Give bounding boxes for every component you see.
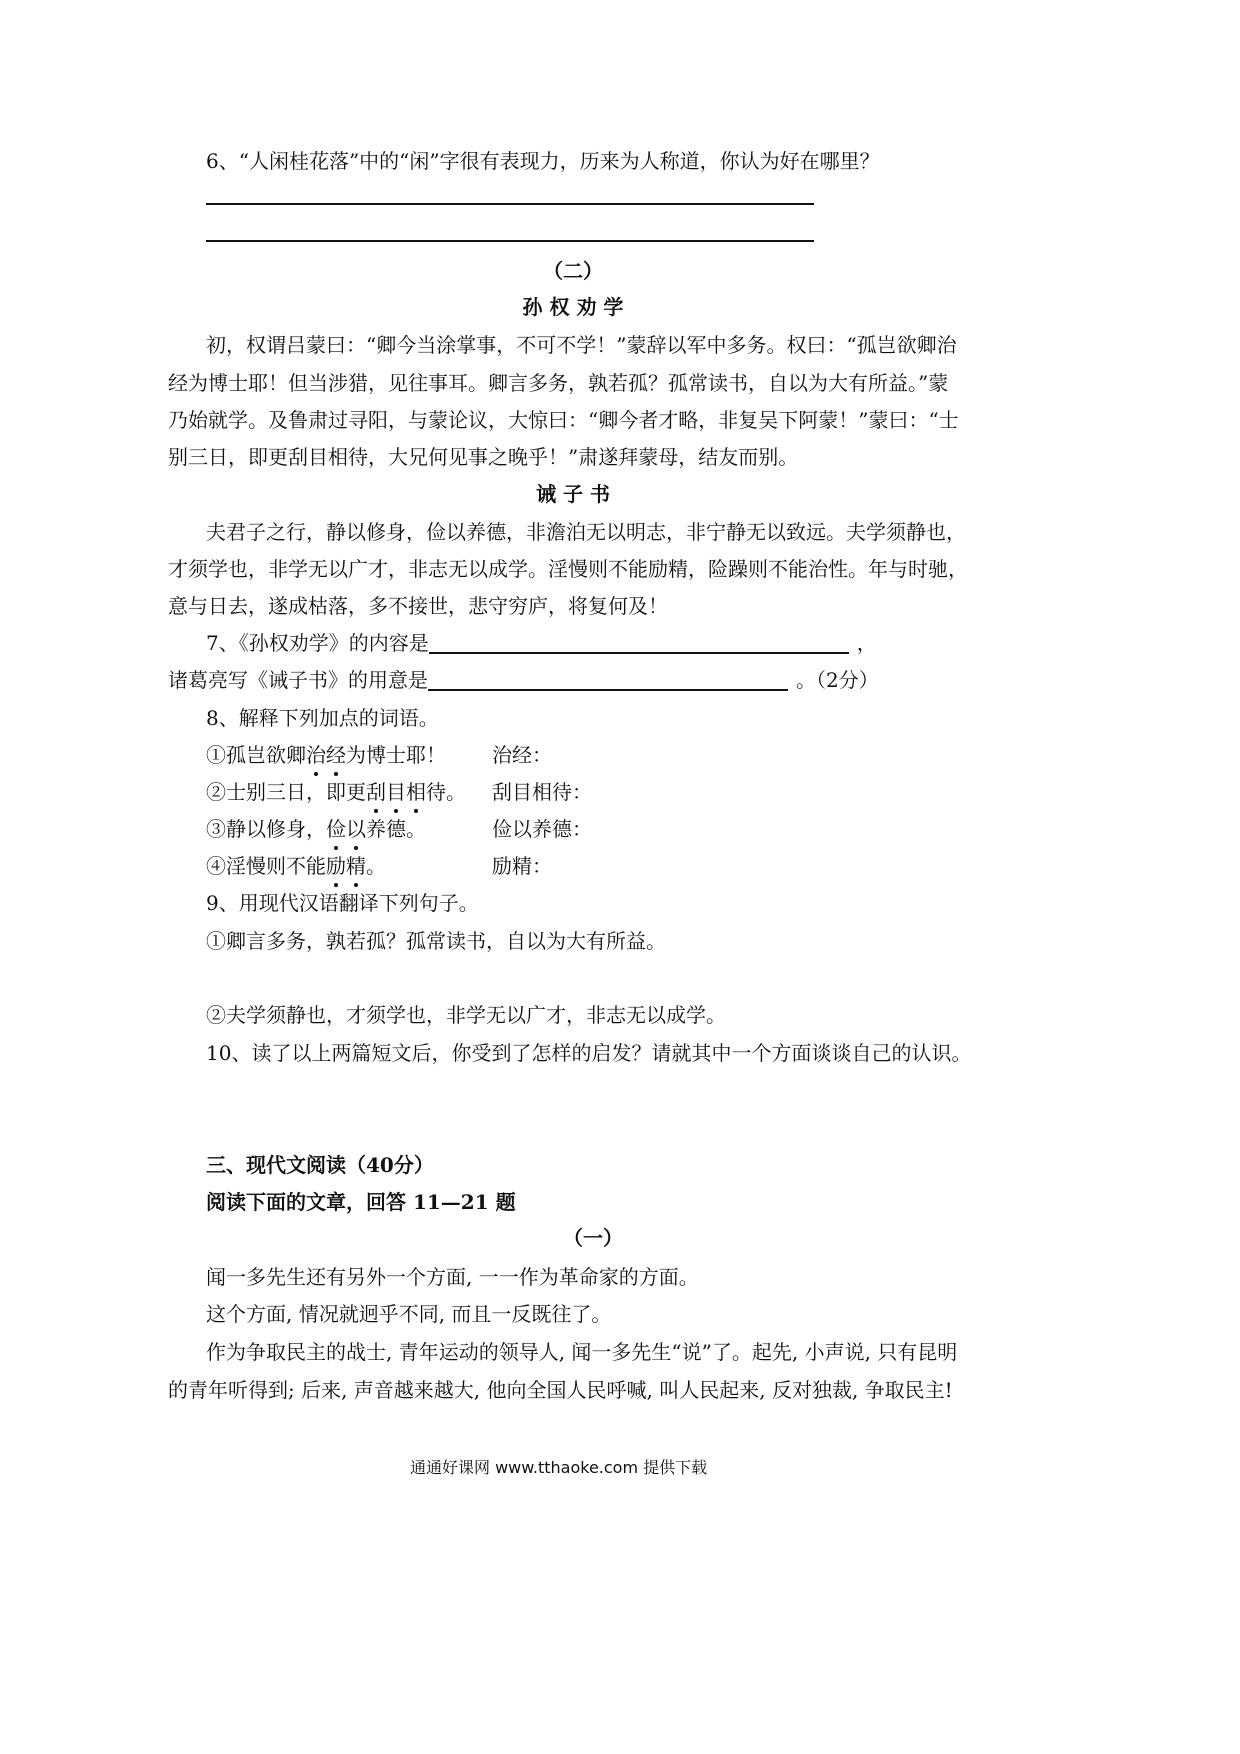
- dotted-char: 经: [326, 743, 346, 767]
- q8-item-text: ③静以修身，: [206, 817, 326, 841]
- question-7a-end: ，: [856, 631, 877, 655]
- question-8-title: 8、解释下列加点的词语。: [206, 706, 439, 730]
- footer-source: 通通好课网 www.tthaoke.com 提供下载: [410, 1458, 708, 1477]
- q8-item-text: ②士别三日，即更: [206, 780, 366, 804]
- dotted-char: 以: [346, 817, 366, 841]
- q8-item: [206, 852, 386, 880]
- dotted-word: [366, 780, 426, 804]
- section-3-heading: 三、现代文阅读（40分）: [206, 1153, 434, 1177]
- passage3-line: 闻一多先生还有另外一个方面, 一一作为革命家的方面。: [206, 1265, 699, 1289]
- dotted-char: 俭: [326, 817, 346, 841]
- question-7a: [206, 629, 877, 657]
- blank-7b: [428, 669, 788, 691]
- answer-line-2: [206, 240, 814, 242]
- dotted-char: 相: [406, 780, 426, 804]
- dotted-char: 治: [306, 743, 326, 767]
- passage-title-jiezishu: 诫 子 书: [536, 482, 610, 506]
- answer-line-1: [206, 203, 814, 205]
- passage2-line: 才须学也，非学无以广才，非志无以成学。淫慢则不能励精，险躁则不能治性。年与时驰，: [168, 557, 968, 581]
- q8-term: 励精：: [492, 854, 552, 878]
- section-2-heading: （二）: [543, 259, 603, 283]
- passage1-line: 乃始就学。及鲁肃过寻阳，与蒙论议，大惊曰：“卿今者才略，非复吴下阿蒙！”蒙曰：“士: [168, 408, 959, 432]
- section-3-instruction: 阅读下面的文章，回答 11—21 题: [206, 1190, 516, 1214]
- dotted-char: 目: [386, 780, 406, 804]
- q8-term: 俭以养德：: [492, 817, 592, 841]
- question-7b-text: 诸葛亮写《诫子书》的用意是: [168, 668, 428, 692]
- passage3-line: 的青年听得到; 后来, 声音越来越大, 他向全国人民呼喊, 叫人民起来, 反对独裁, 争取民主!: [168, 1378, 953, 1402]
- passage1-line: 经为博士耶！但当涉猎，见往事耳。卿言多务，孰若孤？孤常读书，自以为大有所益。”蒙: [168, 371, 949, 395]
- q8-item: [206, 741, 446, 769]
- q8-term: 刮目相待：: [492, 780, 592, 804]
- dotted-word: [326, 817, 366, 841]
- q8-item-text: 养德。: [366, 817, 426, 841]
- dotted-char: 精: [346, 854, 366, 878]
- question-6: 6、“人闲桂花落”中的“闲”字很有表现力，历来为人称道，你认为好在哪里？: [206, 149, 880, 173]
- q8-item-text: ④淫慢则不能: [206, 854, 326, 878]
- question-7b: [168, 666, 879, 694]
- dotted-word: [326, 854, 366, 878]
- q8-item-text: 待。: [426, 780, 466, 804]
- dotted-word: [306, 743, 346, 767]
- passage3-line: 这个方面, 情况就迥乎不同, 而且一反既往了。: [206, 1302, 612, 1326]
- q8-item-text: 。: [366, 854, 386, 878]
- q8-item: [206, 778, 466, 806]
- section-3-sub-heading: （一）: [563, 1226, 623, 1250]
- blank-7a: [429, 632, 849, 654]
- question-7a-text: 7、《孙权劝学》的内容是: [206, 631, 429, 655]
- dotted-char: 励: [326, 854, 346, 878]
- question-9-title: 9、用现代汉语翻译下列句子。: [206, 891, 479, 915]
- q8-term: 治经：: [492, 743, 552, 767]
- passage3-line: 作为争取民主的战士, 青年运动的领导人, 闻一多先生“说”了。起先, 小声说, 只有昆明: [206, 1340, 958, 1364]
- passage1-line: 初，权谓吕蒙曰：“卿今当涂掌事，不可不学！”蒙辞以军中多务。权曰：“孤岂欲卿治: [206, 333, 957, 357]
- passage2-line: 意与日去，遂成枯落，多不接世，悲守穷庐，将复何及！: [168, 594, 668, 618]
- question-10: 10、读了以上两篇短文后，你受到了怎样的启发？请就其中一个方面谈谈自己的认识。: [206, 1041, 972, 1065]
- q8-item-text: ①孤岂欲卿: [206, 743, 306, 767]
- question-7b-end: 。（2分）: [796, 668, 879, 692]
- q8-item: [206, 815, 426, 843]
- passage1-line: 别三日，即更刮目相待，大兄何见事之晚乎！”肃遂拜蒙母，结友而别。: [168, 445, 799, 469]
- passage2-line: 夫君子之行，静以修身，俭以养德，非澹泊无以明志，非宁静无以致远。夫学须静也，: [206, 520, 966, 544]
- q8-item-text: 为博士耶！: [346, 743, 446, 767]
- question-9-sentence-2: ②夫学须静也，才须学也，非学无以广才，非志无以成学。: [206, 1003, 726, 1027]
- dotted-char: 刮: [366, 780, 386, 804]
- passage-title-sunquan: 孙 权 劝 学: [522, 295, 624, 319]
- question-9-sentence-1: ①卿言多务，孰若孤？孤常读书，自以为大有所益。: [206, 929, 666, 953]
